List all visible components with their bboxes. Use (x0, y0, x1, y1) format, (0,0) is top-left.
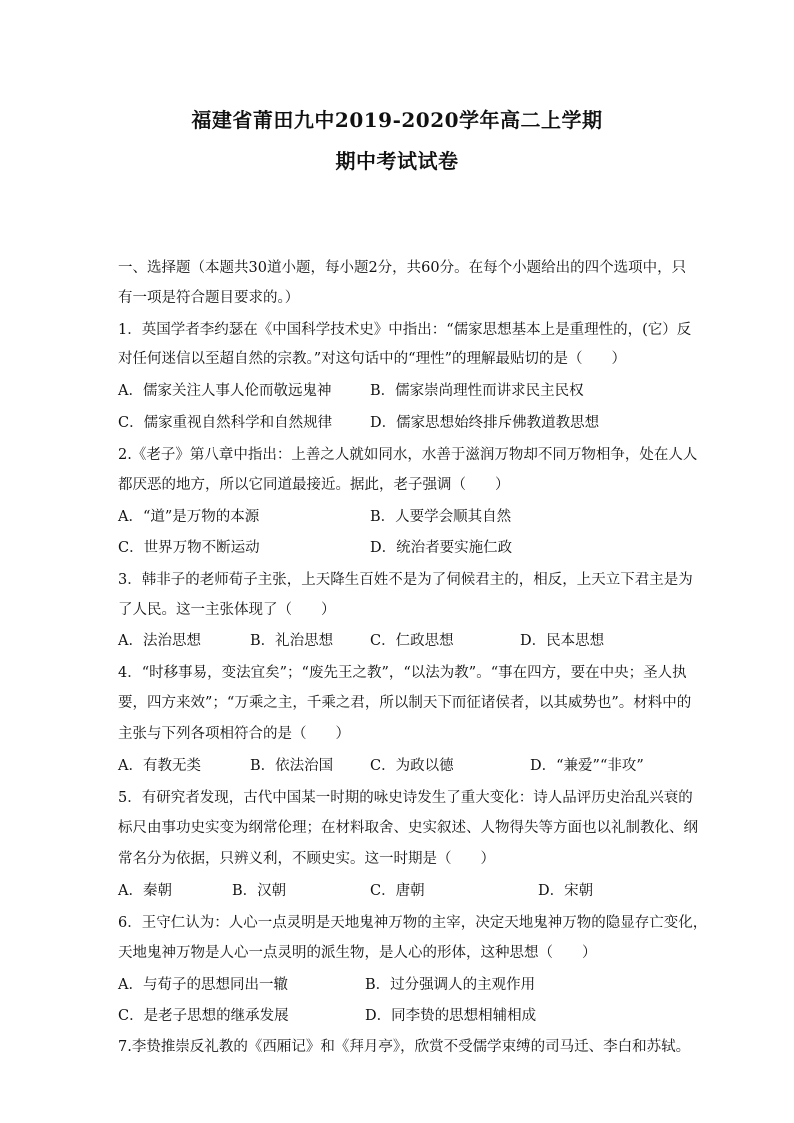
question-6-stem: 6．王守仁认为：人心一点灵明是天地鬼神万物的主宰，决定天地鬼神万物的隐显存亡变化， (118, 915, 708, 931)
q6-option-b: B．过分强调人的主观作用 (365, 977, 536, 993)
q5-option-d: D．宋朝 (538, 883, 594, 899)
q2-option-a: A．“道”是万物的本源 (118, 509, 260, 525)
q1-option-a: A．儒家关注人事人伦而敬远鬼神 (118, 383, 332, 399)
q3-option-d: D．民本思想 (520, 633, 605, 649)
exam-subtitle: 期中考试试卷 (335, 149, 459, 173)
q6-option-c: C．是老子思想的继承发展 (118, 1008, 289, 1024)
q2-option-b: B．人要学会顺其自然 (370, 509, 512, 525)
q1-option-b: B．儒家崇尚理性而讲求民主民权 (370, 383, 584, 399)
q5-option-c: C．唐朝 (370, 883, 425, 899)
q3-option-c: C．仁政思想 (370, 633, 454, 649)
q3-option-b: B．礼治思想 (250, 633, 334, 649)
q4-option-a: A．有教无类 (118, 758, 201, 774)
question-4-stem-cont2: 主张与下列各项相符合的是（ ） (118, 726, 350, 742)
question-1-stem: 1．英国学者李约瑟在《中国科学技术史》中指出：“儒家思想基本上是重理性的，(它）反 (118, 322, 692, 338)
question-2-stem-cont: 都厌恶的地方，所以它同道最接近。据此，老子强调（ ） (118, 477, 510, 493)
section-instructions-cont: 有一项是符合题目要求的。） (118, 290, 300, 306)
question-3-stem-cont: 了人民。这一主张体现了（ ） (118, 602, 336, 618)
question-7-stem: 7.李贽推崇反礼教的《西厢记》和《拜月亭》，欣赏不受儒学束缚的司马迁、李白和苏轼。 (118, 1039, 691, 1055)
q6-option-a: A．与荀子的思想同出一辙 (118, 977, 288, 993)
q4-option-d: D．“兼爱”“非攻” (530, 758, 644, 774)
q5-option-a: A．秦朝 (118, 883, 172, 899)
q6-option-d: D．同李贽的思想相辅相成 (365, 1008, 537, 1024)
question-6-stem-cont: 天地鬼神万物是人心一点灵明的派生物，是人心的形体，这种思想（ ） (118, 945, 597, 961)
q3-option-a: A．法治思想 (118, 633, 201, 649)
question-4-stem-cont: 要，四方来效”；“万乘之主，千乘之君，所以制天下而征诸侯者，以其威势也”。材料中的 (118, 695, 692, 711)
q2-option-c: C．世界万物不断运动 (118, 540, 260, 556)
exam-title: 福建省莆田九中2019-2020学年高二上学期 (191, 108, 603, 132)
q4-option-b: B．依法治国 (250, 758, 334, 774)
q2-option-d: D．统治者要实施仁政 (370, 540, 513, 556)
question-3-stem: 3．韩非子的老师荀子主张，上天降生百姓不是为了伺候君主的，相反，上天立下君主是为 (118, 572, 693, 588)
question-2-stem: 2.《老子》第八章中指出：上善之人就如同水，水善于滋润万物却不同万物相争，处在人人 (118, 447, 698, 463)
question-1-stem-cont: 对任何迷信以至超自然的宗教。”对这句话中的“理性”的理解最贴切的是（ ） (118, 351, 626, 367)
question-4-stem: 4．“时移事易，变法宜矣”；“废先王之教”，“以法为教”。“事在四方，要在中央；圣人执 (118, 665, 687, 681)
q4-option-c: C．为政以德 (370, 758, 454, 774)
q5-option-b: B．汉朝 (232, 883, 287, 899)
question-5-stem-cont2: 常名分为依据，只辨义利，不顾史实。这一时期是（ ） (118, 851, 495, 867)
q1-option-d: D．儒家思想始终排斥佛教道教思想 (370, 415, 600, 431)
question-5-stem-cont: 标尺由事功史实变为纲常伦理；在材料取舍、史实叙述、人物得失等方面也以礼制教化、纲 (118, 820, 698, 836)
section-instructions: 一、选择题（本题共30道小题，每小题2分，共60分。在每个小题给出的四个选项中，只 (118, 260, 687, 276)
question-5-stem: 5．有研究者发现，古代中国某一时期的咏史诗发生了重大变化：诗人品评历史治乱兴衰的 (118, 790, 693, 806)
q1-option-c: C．儒家重视自然科学和自然规律 (118, 415, 333, 431)
